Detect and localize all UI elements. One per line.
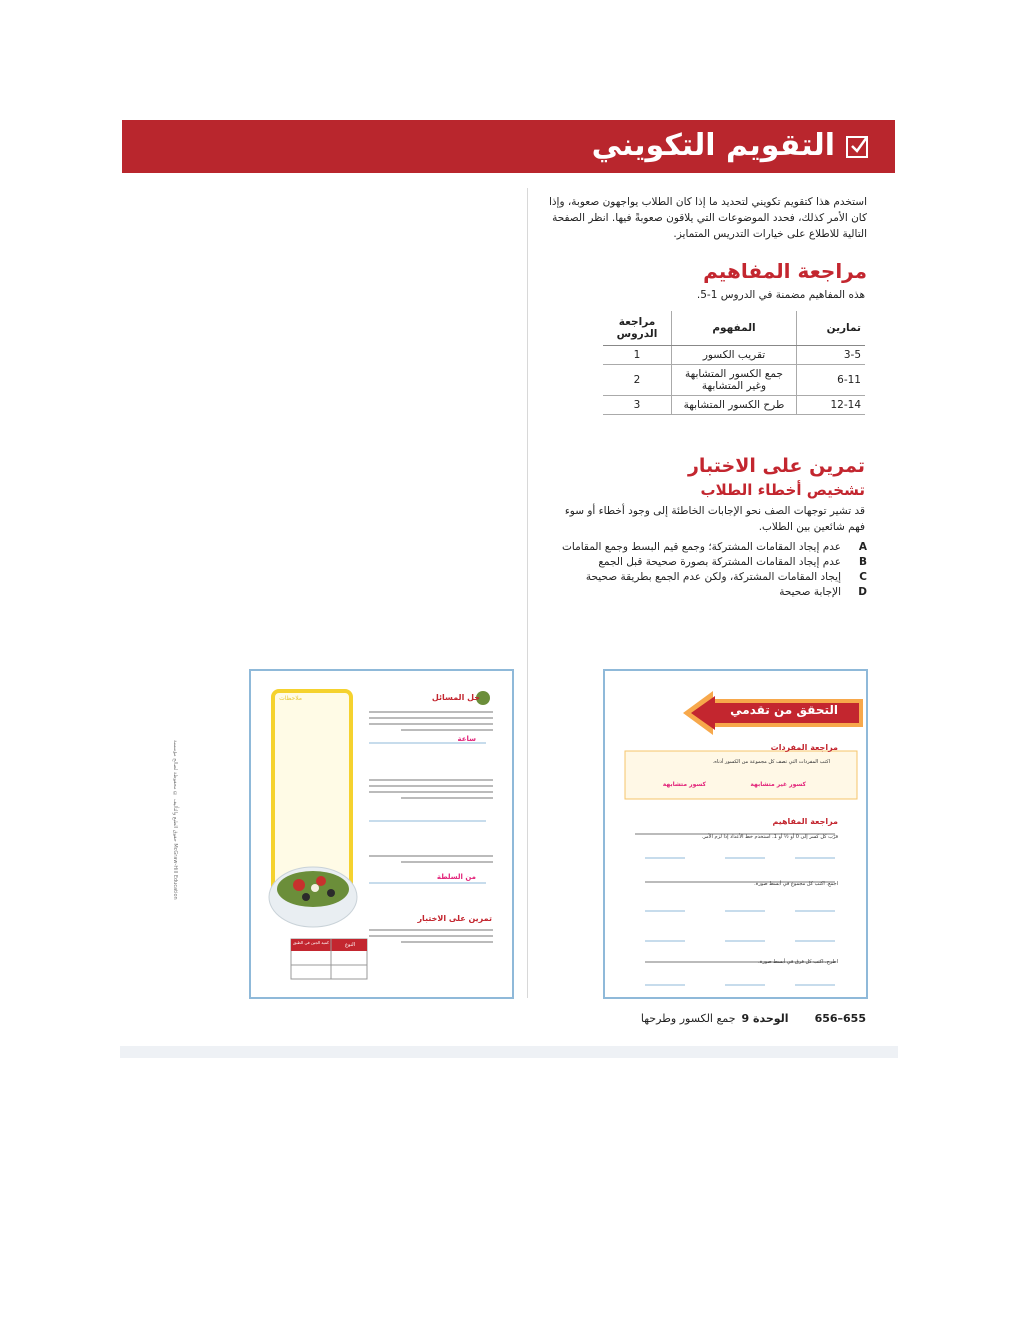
diagnose-heading: تشخيص أخطاء الطلاب [700, 481, 865, 499]
header-lesson: مراجعة الدروس [603, 311, 672, 346]
footer-bar [120, 1046, 898, 1058]
student-page-thumbnail-656 [249, 669, 514, 999]
concept-review-mini-heading: مراجعة المفاهيم [772, 817, 838, 826]
cell-lesson: 3 [603, 396, 672, 415]
column-divider [527, 188, 528, 998]
answer-3: من السلطة [436, 873, 476, 881]
vocab-answer-like: كسور متشابهة [662, 781, 706, 788]
round-instructions: قرّب كل كسر إلى 0 أو ½ أو 1. استخدم خط الأعداد إذا لزم الأمر. [701, 834, 838, 840]
problem-solving-heading: حل المسائل [431, 693, 480, 702]
checkbox-icon [846, 136, 868, 158]
table-header-quantity: كمية الجبن في الطبق [293, 940, 329, 945]
cell-lesson: 1 [603, 346, 672, 365]
answer-item: D الإجابة صحيحة [779, 586, 867, 598]
vocab-answer-unlike: كسور غير متشابهة [750, 781, 806, 788]
table-row [603, 396, 865, 415]
table-header-type: النوع [345, 942, 355, 948]
header-concept: المفهوم [672, 311, 797, 346]
answer-item: C إيجاد المقامات المشتركة، ولكن عدم الجمع بطريقة صحيحة [585, 571, 867, 583]
intro-text: استخدم هذا كتقويم تكويني لتحديد ما إذا كان الطلاب يواجهون صعوبة، وإذا كان الأمر كذلك، فحدد الموضوعات التي يلاقون صعوبةً فيها. انظر الصفحة التالية للاطلاع على خيارات التدريس المتمايز. [548, 196, 867, 240]
concept-review-note: هذه المفاهيم مضمنة في الدروس 1-5. [696, 289, 865, 301]
notes-label: ملاحظات [279, 695, 302, 702]
add-instructions: اجمع. اكتب كل مجموع في أبسط صورة. [754, 881, 838, 887]
test-prep-heading: تمرين على الاختبار [687, 455, 865, 477]
subtract-instructions: اطرح. اكتب كل فرق في أبسط صورة. [758, 959, 838, 965]
concept-review-heading: مراجعة المفاهيم [703, 259, 867, 283]
vocab-instructions: اكتب المفردات التي تصف كل مجموعة من الكسور أدناه. [712, 759, 830, 765]
page-footer [640, 1012, 866, 1025]
unit-title: جمع الكسور وطرحها [640, 1012, 736, 1025]
concept-review-table [603, 311, 865, 415]
cell-exercises: 6-11 [797, 365, 866, 396]
cell-concept: جمع الكسور المتشابهة وغير المتشابهة [672, 365, 797, 396]
cell-concept: تقريب الكسور [672, 346, 797, 365]
diagnose-text: قد تشير توجهات الصف نحو الإجابات الخاطئة إلى وجود أخطاء أو سوء فهم شائعين بين الطلاب. [564, 505, 865, 533]
unit-label: الوحدة 9 [741, 1012, 789, 1025]
header-banner [122, 120, 895, 173]
check-progress-title: التحقق من تقدمي [730, 703, 838, 717]
vocab-review-heading: مراجعة المفردات [770, 743, 838, 752]
page-numbers: 655–656 [814, 1012, 866, 1025]
cell-exercises: 12-14 [797, 396, 866, 415]
answer-list [547, 540, 867, 600]
student-page-thumbnail-655 [603, 669, 868, 999]
table-row [603, 346, 865, 365]
header-exercises: تمارين [797, 311, 866, 346]
answer-1: ساعة [457, 735, 476, 743]
cell-lesson: 2 [603, 365, 672, 396]
cell-exercises: 3-5 [797, 346, 866, 365]
cell-concept: طرح الكسور المتشابهة [672, 396, 797, 415]
answer-item: B عدم إيجاد المقامات المشتركة بصورة صحيحة قبل الجمع [598, 556, 867, 568]
page-title: التقويم التكويني [591, 128, 835, 163]
test-practice-heading: تمرين على الاختبار [417, 914, 492, 923]
table-row [603, 365, 865, 396]
answer-item: A عدم إيجاد المقامات المشتركة؛ وجمع قيم البسط وجمع المقامات [562, 541, 867, 553]
table-header-row [603, 311, 865, 346]
copyright-note: حقوق الطبع والتأليف © محفوظة لصالح مؤسسة McGraw-Hill Education [172, 740, 178, 900]
